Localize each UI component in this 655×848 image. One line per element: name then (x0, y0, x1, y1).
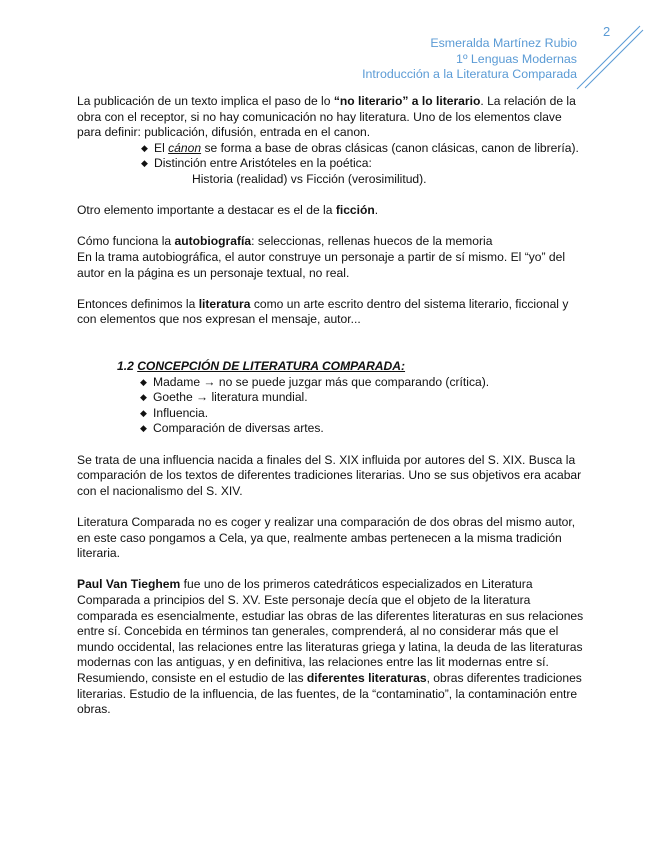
bullet-list-canon (77, 141, 587, 172)
text: , obras diferentes tradiciones literarias. Estudio de la influencia, de las fuentes, de la “contaminatio”, la contaminación entre obras. (77, 670, 582, 717)
text: : seleccionas, rellenas huecos de la memoria (251, 234, 493, 249)
list-item: ◆ Influencia. (140, 406, 587, 422)
text: fue uno de los primeros catedráticos especializados en Literatura Comparada a principios del S. XV. Este personaje decía que el objeto de la literatura comparada es esencialmente, estudiar las obras de las diferentes literaturas en sus relaciones entre sí. Concebida en términos tan generales, comprenderá, al no considerar más que el mundo occidental, las relaciones entre las literaturas griega y latina, la deuda de las literaturas modernas con las antiguas, y en definitiva, las relaciones entre las lit modernas entre sí. Resumiendo, consiste en el estudio de las (77, 577, 584, 685)
section-number: 1.2 (117, 359, 138, 374)
text: se forma a base de obras clásicas (canon clásicas, canon de librería). (201, 140, 579, 155)
text: . La relación de la obra con el receptor, si no hay comunicación no hay literatura. Uno de los elementos clave para definir: publicación, difusión, entrada en el canon. (77, 94, 576, 140)
list-item: ◆ Comparación de diversas artes. (140, 421, 587, 437)
text: Otro elemento importante a destacar es el de la (77, 203, 336, 218)
header-subject: Introducción a la Literatura Comparada (362, 67, 577, 82)
paragraph-literature (77, 297, 587, 328)
page-number: 2 (603, 24, 611, 39)
text: Entonces definimos la (77, 296, 199, 311)
bold-text: autobiografía (174, 234, 252, 249)
header-course: 1º Lenguas Modernas (456, 51, 577, 66)
paragraph-fiction (77, 203, 587, 219)
paragraph-van-tieghem (77, 577, 587, 717)
section-title: CONCEPCIÓN DE LITERATURA COMPARADA: (137, 359, 406, 374)
paragraph-autobiography-cont: En la trama autobiográfica, el autor construye un personaje a partir de sí mismo. El “yo” del autor en la página es un personaje textual, no real. (77, 249, 566, 280)
list-item (141, 141, 587, 157)
bold-text: literatura (198, 296, 251, 311)
bold-text: diferentes literaturas (306, 670, 427, 685)
paragraph-comparison: Literatura Comparada no es coger y realizar una comparación de dos obras del mismo autor, en este caso pongamos a Cela, ya que, realmente ambas pertenecen a la misma tradición literaria. (77, 515, 576, 561)
document-body (77, 94, 587, 718)
header-decoration (575, 22, 645, 92)
text: como un arte escrito dentro del sistema literario, ficcional y con elementos que nos expresan el mensaje, autor... (77, 296, 569, 327)
list-item: ◆ Madame → no se puede juzgar más que comparando (crítica). (140, 375, 587, 391)
list-item (141, 156, 587, 172)
text: Cómo funciona la (77, 234, 175, 249)
text: La publicación de un texto implica el paso de lo (77, 94, 334, 108)
header-author: Esmeralda Martínez Rubio (430, 36, 577, 50)
emphasis-text: cánon (168, 140, 202, 155)
text: . (374, 203, 379, 218)
paragraph-influence: Se trata de una influencia nacida a finales del S. XIX influida por autores del S. XIX. Busca la comparación de los textos de diferentes tradiciones literarias. Uno se sus objetivos era acabar con el nacionalismo del S. XIV. (77, 452, 582, 498)
sub-line: Historia (realidad) vs Ficción (verosimilitud). (192, 171, 427, 186)
bold-text: ficción (335, 203, 375, 218)
text: Distinción entre Aristóteles en la poética: (154, 156, 372, 171)
paragraph-publication (77, 94, 587, 141)
bullet-list-comparada (77, 375, 587, 437)
bold-text: Paul Van Tieghem (77, 577, 181, 592)
page-header (362, 36, 577, 83)
section-heading (77, 359, 587, 375)
text: El (154, 140, 169, 155)
bold-text: “no literario” a lo literario (333, 94, 481, 108)
list-item: ◆ Goethe → literatura mundial. (140, 390, 587, 406)
paragraph-autobiography (77, 234, 587, 250)
